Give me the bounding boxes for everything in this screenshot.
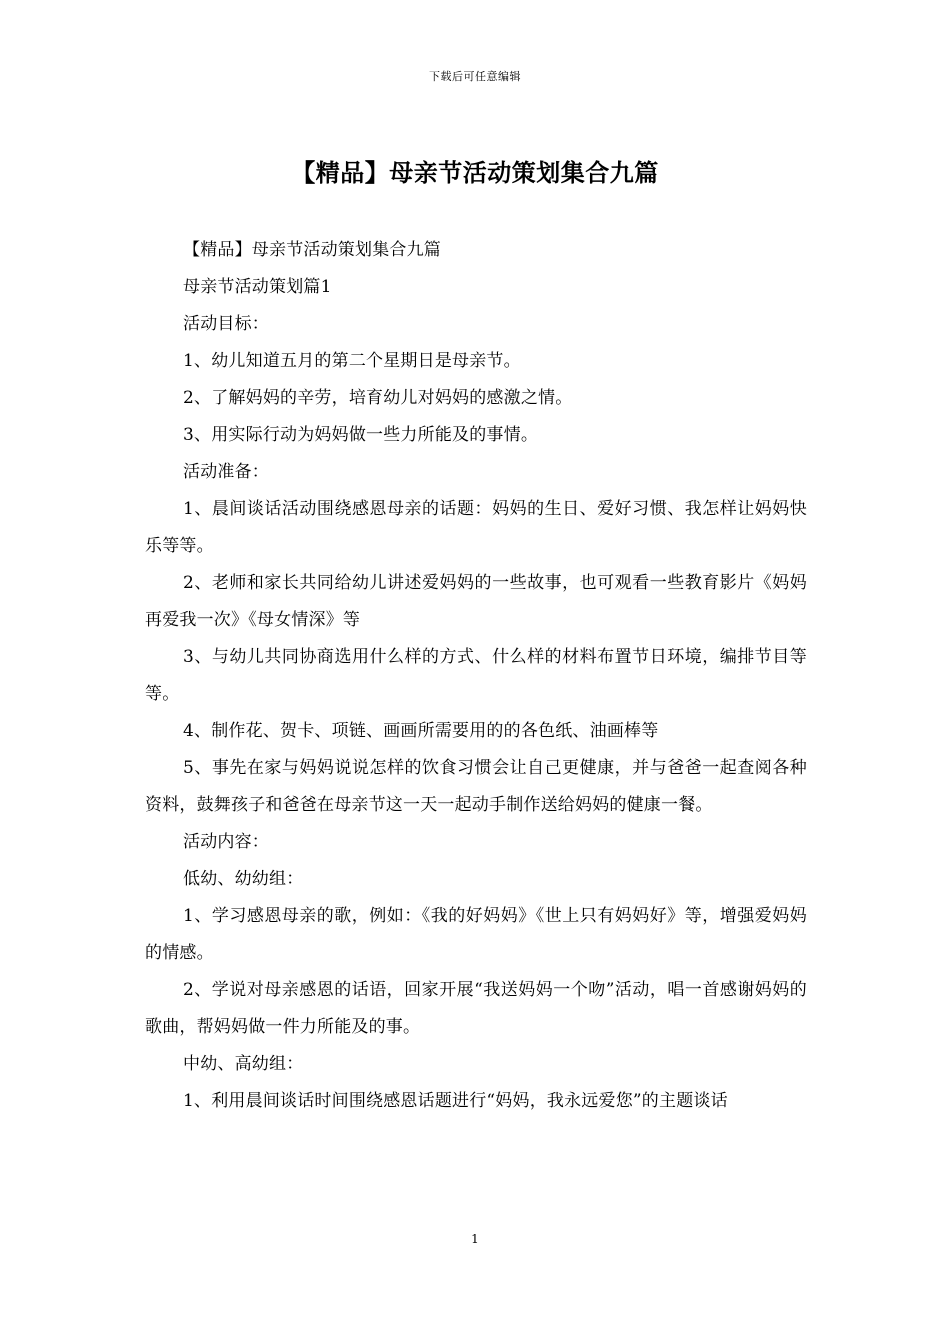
paragraph-goal-1: 1、幼儿知道五月的第二个星期日是母亲节。 <box>183 351 521 371</box>
header-note: 下载后可任意编辑 <box>429 70 521 83</box>
paragraph-goal-2: 2、了解妈妈的辛劳，培育幼儿对妈妈的感激之情。 <box>183 388 573 408</box>
paragraph-group-senior: 中幼、高幼组： <box>183 1054 304 1074</box>
document-body <box>145 232 807 1120</box>
paragraph-prep-2: 2、老师和家长共同给幼儿讲述爱妈妈的一些故事，也可观看一些教育影片《妈妈再爱我一次》《母女情深》等 <box>145 573 807 630</box>
paragraph-subtitle: 【精品】母亲节活动策划集合九篇 <box>183 240 441 260</box>
paragraph-senior-1: 1、利用晨间谈话时间围绕感恩话题进行“妈妈，我永远爱您”的主题谈话 <box>183 1091 728 1111</box>
paragraph-prep-3: 3、与幼儿共同协商选用什么样的方式、什么样的材料布置节日环境，编排节目等等。 <box>145 647 807 704</box>
paragraph-goals-heading: 活动目标： <box>183 314 269 334</box>
paragraph-group-junior: 低幼、幼幼组： <box>183 869 304 889</box>
paragraph-prep-1: 1、晨间谈话活动围绕感恩母亲的话题：妈妈的生日、爱好习惯、我怎样让妈妈快乐等等。 <box>145 499 807 556</box>
document-title: 【精品】母亲节活动策划集合九篇 <box>291 158 659 187</box>
paragraph-junior-2: 2、学说对母亲感恩的话语，回家开展“我送妈妈一个吻”活动，唱一首感谢妈妈的歌曲，帮妈妈做一件力所能及的事。 <box>145 980 807 1037</box>
paragraph-section-heading: 母亲节活动策划篇1 <box>183 277 332 297</box>
paragraph-junior-1: 1、学习感恩母亲的歌，例如：《我的好妈妈》《世上只有妈妈好》等，增强爱妈妈的情感。 <box>145 906 807 963</box>
paragraph-content-heading: 活动内容： <box>183 832 269 852</box>
paragraph-prep-5: 5、事先在家与妈妈说说怎样的饮食习惯会让自己更健康，并与爸爸一起查阅各种资料，鼓舞孩子和爸爸在母亲节这一天一起动手制作送给妈妈的健康一餐。 <box>145 758 807 815</box>
paragraph-prep-4: 4、制作花、贺卡、项链、画画所需要用的的各色纸、油画棒等 <box>183 721 659 741</box>
paragraph-goal-3: 3、用实际行动为妈妈做一些力所能及的事情。 <box>183 425 539 445</box>
page-number: 1 <box>471 1232 479 1246</box>
paragraph-prep-heading: 活动准备： <box>183 462 269 482</box>
